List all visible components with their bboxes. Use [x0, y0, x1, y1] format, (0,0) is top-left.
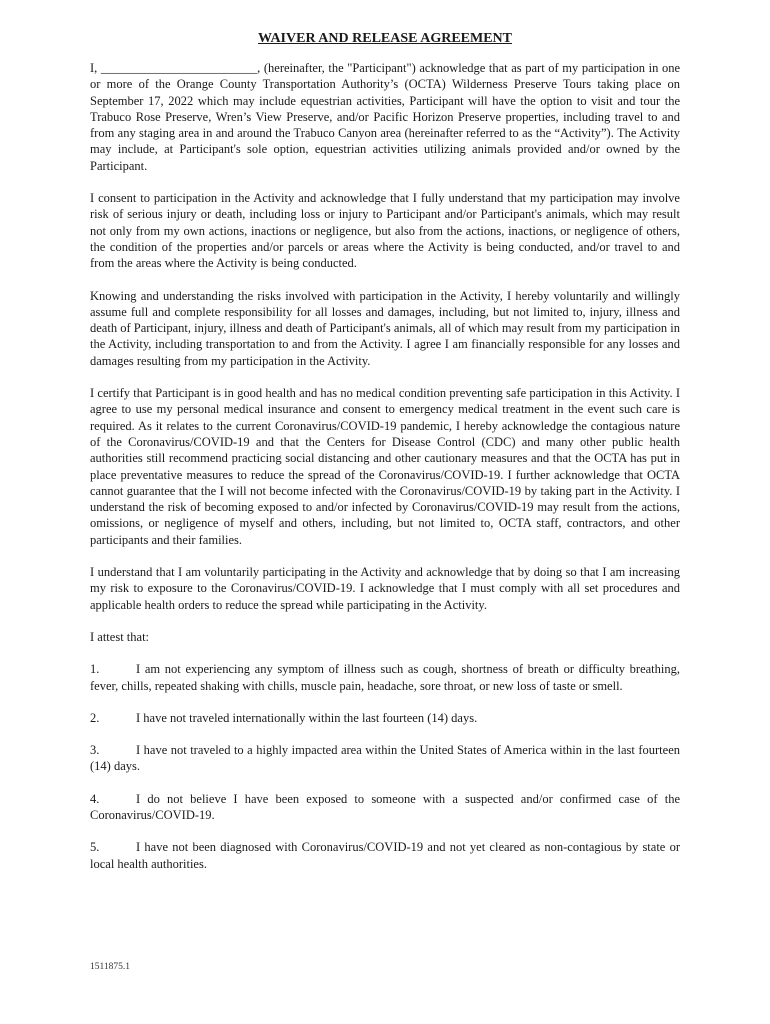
paragraph-assume-risk: Knowing and understanding the risks involved with participation in the Activity, I hereby voluntarily and willingly assume full and complete responsibility for all losses and damages, including, but not limited to, injury, illness and death of Participant, injury, illness and death of Participant's animals, all of which may result from my participation in the Activity, including transportation to and from the Activity. I agree I am financially responsible for any losses and damages resulting from my participation in the Activity. — [90, 288, 680, 368]
attestation-number: 4. — [90, 791, 100, 806]
attestation-item — [90, 791, 680, 824]
attestation-text: I have not traveled to a highly impacted area within the United States of America within in the last fourteen (14) days. — [90, 743, 680, 774]
attestation-item — [90, 661, 680, 694]
attestation-text: I have not traveled internationally within the last fourteen (14) days. — [136, 710, 478, 725]
attestation-item — [90, 742, 680, 775]
paragraph-participant: I, _________________________, (hereinafter, the "Participant") acknowledge that as part of my participation in one or more of the Orange County Transportation Authority’s (OCTA) Wilderness Preserve Tours taking place on September 17, 2022 which may include equestrian activities, Participant will have the option to visit and tour the Trabuco Rose Preserve, Wren’s View Preserve, and/or Pacific Horizon Preserve properties, including travel to and from any staging area in and around the Trabuco Canyon area (hereinafter referred to as the “Activity”). The Activity may include, at Participant's sole option, equestrian activities utilizing animals provided and/or owned by the Participant. — [90, 61, 680, 173]
document-footer-id: 1511875.1 — [90, 962, 131, 972]
page-title: WAIVER AND RELEASE AGREEMENT — [258, 31, 512, 46]
attestation-number: 5. — [90, 840, 100, 855]
attestation-item — [90, 710, 680, 726]
document-page — [90, 30, 680, 888]
paragraph-attest-intro: I attest that: — [90, 629, 150, 644]
attestation-item — [90, 839, 680, 872]
attestation-text: I do not believe I have been exposed to someone with a suspected and/or confirmed case of the Coronavirus/COVID-19. — [90, 791, 680, 822]
paragraph-consent: I consent to participation in the Activity and acknowledge that I fully understand that my participation may involve risk of serious injury or death, including loss or injury to Participant and/or Participant's animals, which may result not only from my own actions, inactions or negligence, but also from the actions, inactions, or negligence of others, the condition of the properties and/or parcels or areas where the Activity is being conducted, and/or travel to and from the areas where the Activity is being conducted. — [90, 191, 680, 271]
paragraph-health-covid: I certify that Participant is in good health and has no medical condition preventing safe participation in this Activity. I agree to use my personal medical insurance and consent to emergency medical treatment in the event such care is required. As it relates to the current Coronavirus/COVID-19 pandemic, I hereby acknowledge the contagious nature of the Coronavirus/COVID-19 and that the Centers for Disease Control (CDC) and many other public health authorities still recommend practicing social distancing and other cautionary measures and that the OCTA has put in place preventative measures to reduce the spread of the Coronavirus/COVID-19. I further acknowledge that OCTA cannot guarantee that the I will not become infected with the Coronavirus/COVID-19 by taking part in the Activity. I understand the risk of becoming exposed to and/or infected by Coronavirus/COVID-19 may result from the actions, omissions, or negligence of myself and others, including, but not limited to, OCTA staff, contractors, and other participants and their families. — [90, 386, 680, 547]
paragraph-voluntary: I understand that I am voluntarily participating in the Activity and acknowledge that by doing so that I am increasing my risk to exposure to the Coronavirus/COVID-19. I acknowledge that I must comply with all set procedures and applicable health orders to reduce the spread while participating in the Activity. — [90, 565, 680, 612]
attestation-number: 1. — [90, 662, 100, 677]
attestation-number: 3. — [90, 743, 100, 758]
attestation-number: 2. — [90, 710, 100, 725]
attestation-text: I have not been diagnosed with Coronavirus/COVID-19 and not yet cleared as non-contagious by state or local health authorities. — [90, 840, 680, 871]
attestation-text: I am not experiencing any symptom of illness such as cough, shortness of breath or difficulty breathing, fever, chills, repeated shaking with chills, muscle pain, headache, sore throat, or new loss of taste or smell. — [90, 662, 680, 693]
